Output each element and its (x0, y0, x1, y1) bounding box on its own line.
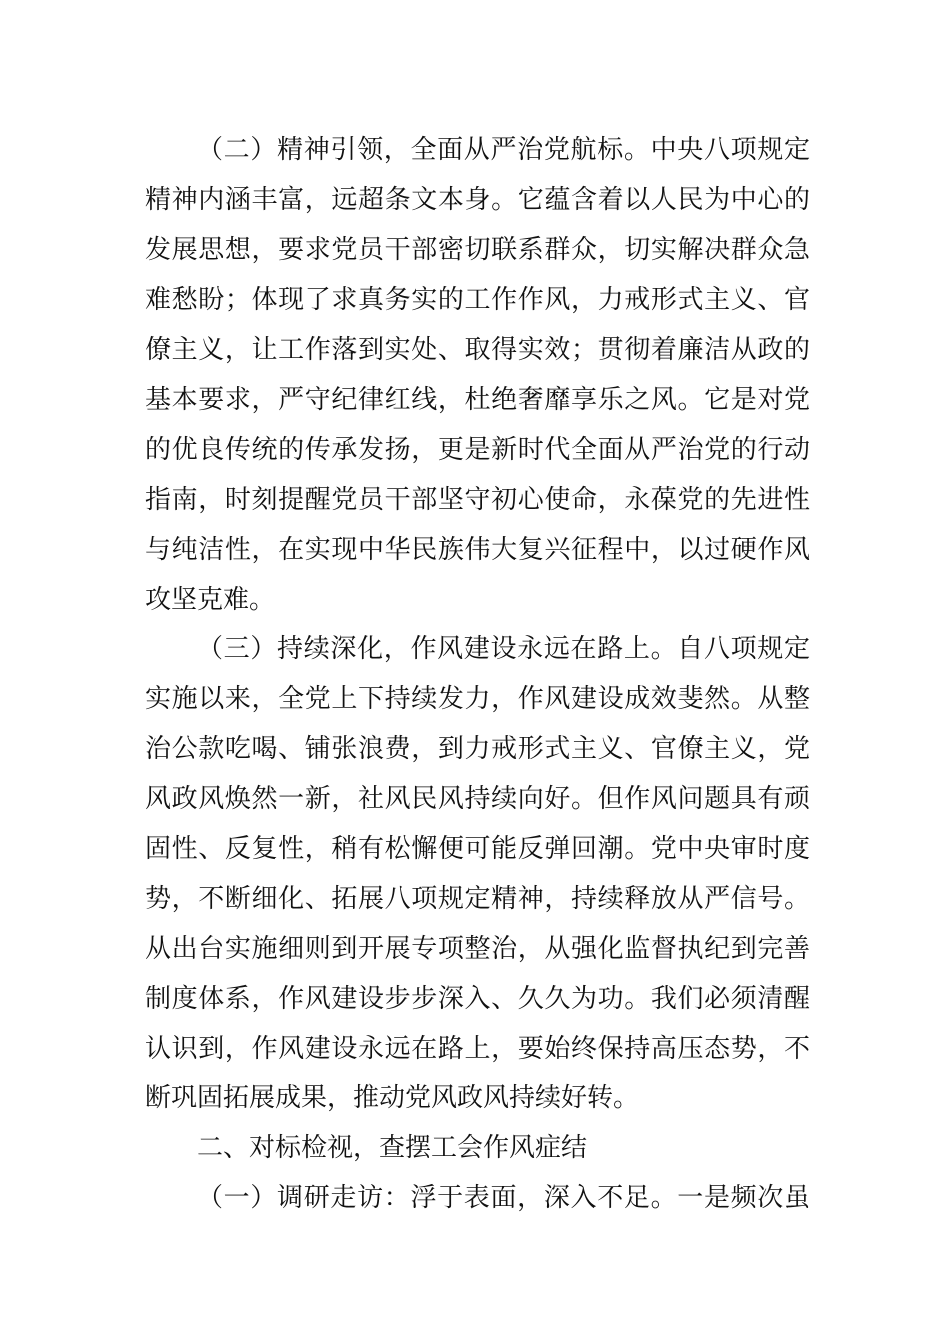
paragraph-2-line-2: 精神内涵丰富，远超条文本身。它蕴含着以人民为中心的 (145, 185, 810, 215)
paragraph-2-line-6: 基本要求，严守纪律红线，杜绝奢靡享乐之风。它是对党 (145, 385, 810, 415)
paragraph-3-line-3: 治公款吃喝、铺张浪费，到力戒形式主义、官僚主义，党 (145, 734, 810, 764)
paragraph-3-line-5: 固性、反复性，稍有松懈便可能反弹回潮。党中央审时度 (145, 834, 810, 864)
paragraph-2-line-5: 僚主义，让工作落到实处、取得实效；贯彻着廉洁从政的 (145, 335, 810, 365)
paragraph-2-line-9: 与纯洁性，在实现中华民族伟大复兴征程中，以过硬作风 (145, 535, 810, 565)
section-heading: 二、对标检视，查摆工会作风症结 (197, 1133, 588, 1163)
paragraph-2-line-1: （二）精神引领，全面从严治党航标。中央八项规定 (197, 135, 810, 165)
paragraph-2-line-7: 的优良传统的传承发扬，更是新时代全面从严治党的行动 (145, 435, 810, 465)
paragraph-2-line-8: 指南，时刻提醒党员干部坚守初心使命，永葆党的先进性 (145, 485, 810, 515)
paragraph-2-line-4: 难愁盼；体现了求真务实的工作作风，力戒形式主义、官 (145, 285, 810, 315)
paragraph-3-line-2: 实施以来，全党上下持续发力，作风建设成效斐然。从整 (145, 684, 810, 714)
paragraph-4-line-1: （一）调研走访：浮于表面，深入不足。一是频次虽 (197, 1183, 810, 1213)
paragraph-3-line-1: （三）持续深化，作风建设永远在路上。自八项规定 (197, 634, 810, 664)
paragraph-2-line-3: 发展思想，要求党员干部密切联系群众，切实解决群众急 (145, 235, 810, 265)
paragraph-2-line-10: 攻坚克难。 (145, 585, 276, 615)
paragraph-3-line-8: 制度体系，作风建设步步深入、久久为功。我们必须清醒 (145, 984, 810, 1014)
paragraph-3-line-6: 势，不断细化、拓展八项规定精神，持续释放从严信号。 (145, 884, 810, 914)
paragraph-3-line-10: 断巩固拓展成果，推动党风政风持续好转。 (145, 1083, 640, 1113)
paragraph-3-line-7: 从出台实施细则到开展专项整治，从强化监督执纪到完善 (145, 934, 810, 964)
paragraph-3-line-4: 风政风焕然一新，社风民风持续向好。但作风问题具有顽 (145, 784, 810, 814)
paragraph-3-line-9: 认识到，作风建设永远在路上，要始终保持高压态势，不 (145, 1034, 810, 1064)
